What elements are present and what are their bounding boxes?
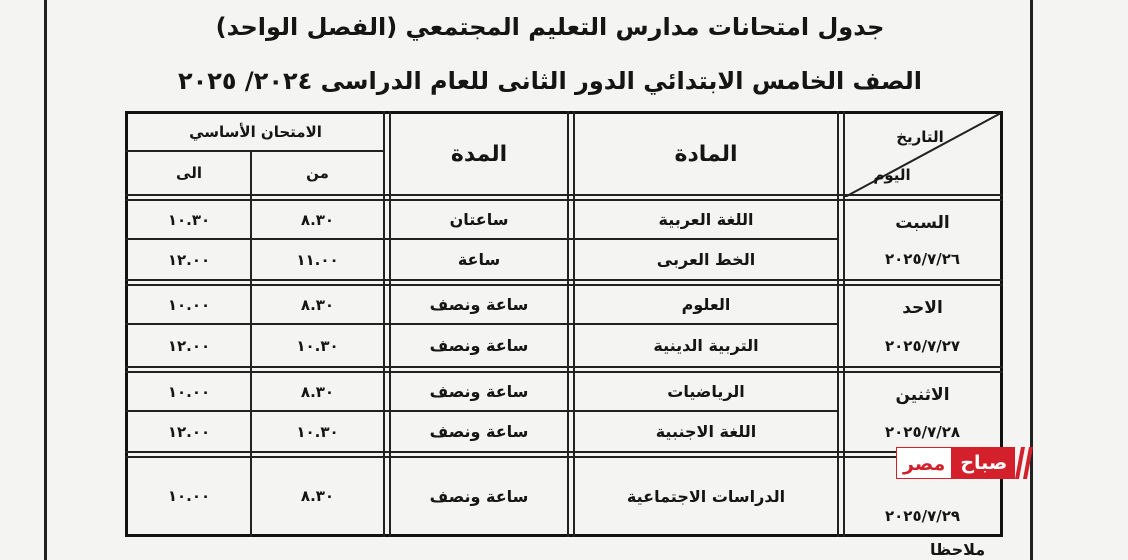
header-exam-group: الامتحان الأساسي <box>189 122 322 141</box>
day-separator-1 <box>125 279 1003 281</box>
day-separator-2 <box>125 366 1003 368</box>
from-time-cell: ١٠.٣٠ <box>296 422 339 441</box>
header-day: اليوم <box>873 166 911 184</box>
subject-cell: الخط العربى <box>656 250 756 269</box>
duration-cell: ساعة ونصف <box>429 336 529 355</box>
from-time-cell: ٨.٣٠ <box>300 487 335 505</box>
document-title: جدول امتحانات مدارس التعليم المجتمعي (الفصل الواحد) <box>215 13 885 41</box>
sabah-masr-watermark <box>896 447 1076 479</box>
day-separator-3 <box>125 451 1003 453</box>
day-date: ٢٠٢٥/٧/٢٧ <box>884 337 961 355</box>
header-from: من <box>306 164 329 182</box>
day-name: الاثنين <box>895 385 950 405</box>
subject-cell: التربية الدينية <box>653 336 759 355</box>
header-duration: المدة <box>450 141 508 167</box>
day-name: الاحد <box>902 298 943 318</box>
duration-cell: ساعتان <box>449 210 509 229</box>
subject-cell: الرياضيات <box>667 382 745 401</box>
subject-cell: الدراسات الاجتماعية <box>626 486 786 506</box>
to-time-cell: ١٢.٠٠ <box>167 422 211 441</box>
header-date: التاريخ <box>896 128 944 146</box>
duration-cell: ساعة ونصف <box>429 382 529 401</box>
from-time-cell: ٨.٣٠ <box>300 295 335 314</box>
col-line-subject-a <box>567 111 569 537</box>
footer-fragment: ملاحظا <box>930 540 986 559</box>
duration-cell: ساعة ونصف <box>429 486 529 506</box>
page-border-left <box>44 0 47 560</box>
from-time-cell: ١٠.٣٠ <box>296 336 339 355</box>
day-date: ٢٠٢٥/٧/٢٩ <box>884 507 961 525</box>
watermark-stripes-icon <box>1015 447 1037 479</box>
from-time-cell: ٨.٣٠ <box>300 382 335 401</box>
to-time-cell: ١٢.٠٠ <box>167 336 211 355</box>
from-time-cell: ١١.٠٠ <box>296 250 339 269</box>
from-time-cell: ٨.٣٠ <box>300 210 335 229</box>
duration-cell: ساعة ونصف <box>429 422 529 441</box>
header-to: الى <box>176 164 202 182</box>
watermark-red-text: صباح <box>952 447 1015 479</box>
header-subject: المادة <box>674 141 738 167</box>
col-line-date-a <box>837 111 839 537</box>
to-time-cell: ١٠.٠٠ <box>167 487 211 505</box>
to-time-cell: ١٠.٠٠ <box>167 295 211 314</box>
subject-cell: العلوم <box>681 295 731 314</box>
duration-cell: ساعة ونصف <box>429 295 529 314</box>
duration-cell: ساعة <box>457 250 501 269</box>
to-time-cell: ١٠.٠٠ <box>167 382 211 401</box>
watermark-white-text: مصر <box>896 447 952 479</box>
subject-cell: اللغة الاجنبية <box>655 422 757 441</box>
day-name: السبت <box>895 213 950 233</box>
document-subtitle: الصف الخامس الابتدائي الدور الثانى للعام الدراسى ٢٠٢٤/ ٢٠٢٥ <box>177 67 923 95</box>
day-date: ٢٠٢٥/٧/٢٦ <box>884 250 961 268</box>
to-time-cell: ١٢.٠٠ <box>167 250 211 269</box>
table-bottom-border <box>125 534 1003 537</box>
col-line-duration-a <box>383 111 385 537</box>
subject-cell: اللغة العربية <box>658 210 754 229</box>
day-date: ٢٠٢٥/٧/٢٨ <box>884 423 961 441</box>
to-time-cell: ١٠.٣٠ <box>167 210 211 229</box>
